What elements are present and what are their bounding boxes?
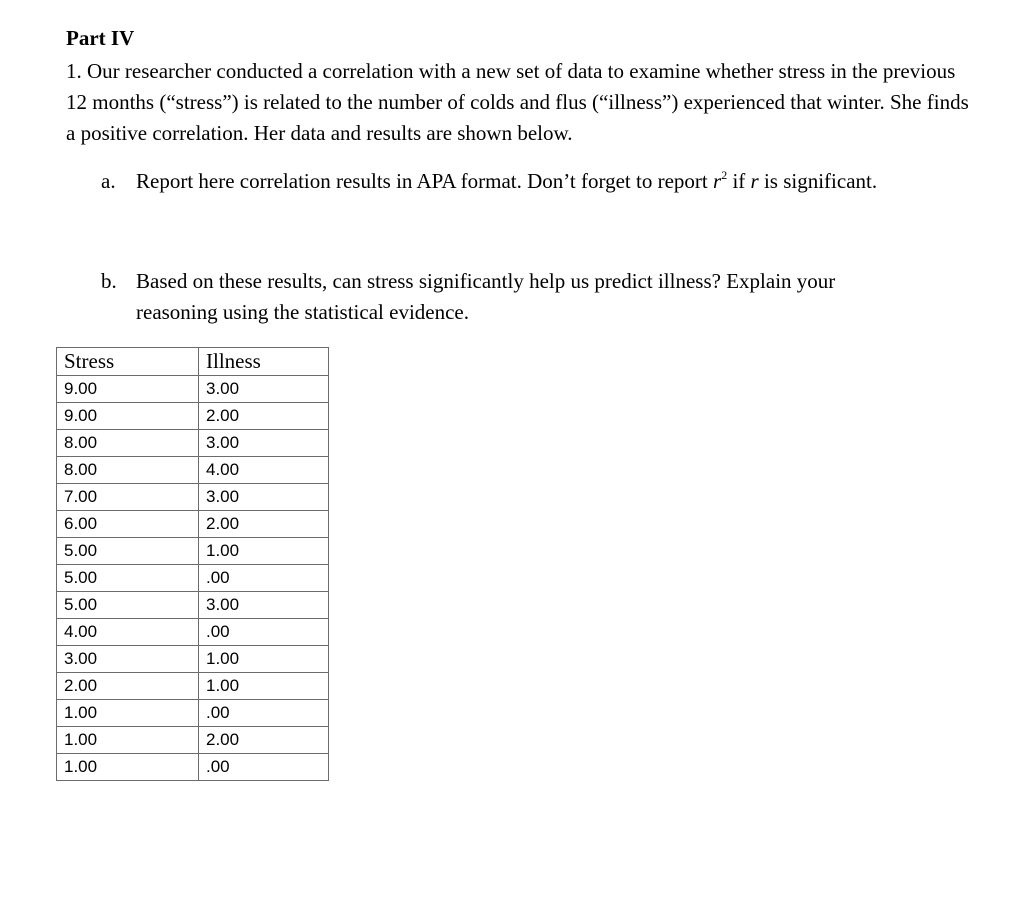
table-row bbox=[57, 727, 329, 754]
illness-cell: 3.00 bbox=[199, 592, 329, 619]
part-b-text bbox=[136, 266, 835, 328]
stress-cell: 1.00 bbox=[57, 754, 199, 781]
illness-cell: .00 bbox=[199, 619, 329, 646]
part-a-text: Report here correlation results in APA format. Don’t forget to report $r^2$ if r is significant. bbox=[136, 168, 878, 193]
stress-cell: 8.00 bbox=[57, 430, 199, 457]
table-row bbox=[57, 511, 329, 538]
illness-cell: 1.00 bbox=[199, 538, 329, 565]
illness-cell: .00 bbox=[199, 754, 329, 781]
illness-cell: .00 bbox=[199, 565, 329, 592]
stress-cell: 8.00 bbox=[57, 457, 199, 484]
illness-cell: 2.00 bbox=[199, 403, 329, 430]
part-b-line-1: Based on these results, can stress significantly help us predict illness? Explain your bbox=[136, 269, 836, 293]
section-heading: Part IV bbox=[66, 26, 135, 50]
table-row bbox=[57, 376, 329, 403]
table-row bbox=[57, 403, 329, 430]
stress-cell: 2.00 bbox=[57, 673, 199, 700]
stress-cell: 4.00 bbox=[57, 619, 199, 646]
illness-cell: 3.00 bbox=[199, 484, 329, 511]
stress-cell: 6.00 bbox=[57, 511, 199, 538]
table-row bbox=[57, 538, 329, 565]
stress-cell: 1.00 bbox=[57, 727, 199, 754]
part-b-marker: b. bbox=[101, 269, 117, 293]
stress-cell: 5.00 bbox=[57, 565, 199, 592]
table-row bbox=[57, 565, 329, 592]
stress-cell: 5.00 bbox=[57, 538, 199, 565]
r-squared-superscript: 2 bbox=[721, 168, 728, 182]
table-row bbox=[57, 646, 329, 673]
table-row bbox=[57, 619, 329, 646]
illness-cell: 2.00 bbox=[199, 727, 329, 754]
question-part-b bbox=[101, 266, 981, 328]
illness-cell: 1.00 bbox=[199, 673, 329, 700]
illness-cell: 3.00 bbox=[199, 430, 329, 457]
part-a-marker: a. bbox=[101, 169, 116, 193]
table-row bbox=[57, 592, 329, 619]
stress-cell: 7.00 bbox=[57, 484, 199, 511]
illness-cell: 4.00 bbox=[199, 457, 329, 484]
stress-cell: 9.00 bbox=[57, 403, 199, 430]
table-row bbox=[57, 673, 329, 700]
question-number: 1. bbox=[66, 59, 82, 83]
column-header-stress: Stress bbox=[57, 348, 199, 376]
stress-cell: 3.00 bbox=[57, 646, 199, 673]
question-body: Our researcher conducted a correlation with a new set of data to examine whether stress in the previous 12 months (“stress”) is related to the number of colds and flus (“illness”) experienced that winter. She finds a positive correlation. Her data and results are shown below. bbox=[66, 59, 969, 145]
question-1-text bbox=[66, 56, 976, 149]
r-symbol: r bbox=[713, 169, 722, 193]
table-row bbox=[57, 700, 329, 727]
stress-cell: 9.00 bbox=[57, 376, 199, 403]
illness-cell: .00 bbox=[199, 700, 329, 727]
illness-cell: 3.00 bbox=[199, 376, 329, 403]
column-header-illness: Illness bbox=[199, 348, 329, 376]
question-part-a bbox=[101, 166, 981, 197]
data-table bbox=[56, 347, 329, 781]
table-row bbox=[57, 754, 329, 781]
table-header-row bbox=[57, 348, 329, 376]
table-row bbox=[57, 457, 329, 484]
part-b-line-2: reasoning using the statistical evidence. bbox=[136, 300, 469, 324]
stress-cell: 5.00 bbox=[57, 592, 199, 619]
illness-cell: 2.00 bbox=[199, 511, 329, 538]
table-row bbox=[57, 430, 329, 457]
illness-cell: 1.00 bbox=[199, 646, 329, 673]
r-symbol: r bbox=[750, 169, 759, 193]
table-row bbox=[57, 484, 329, 511]
stress-cell: 1.00 bbox=[57, 700, 199, 727]
